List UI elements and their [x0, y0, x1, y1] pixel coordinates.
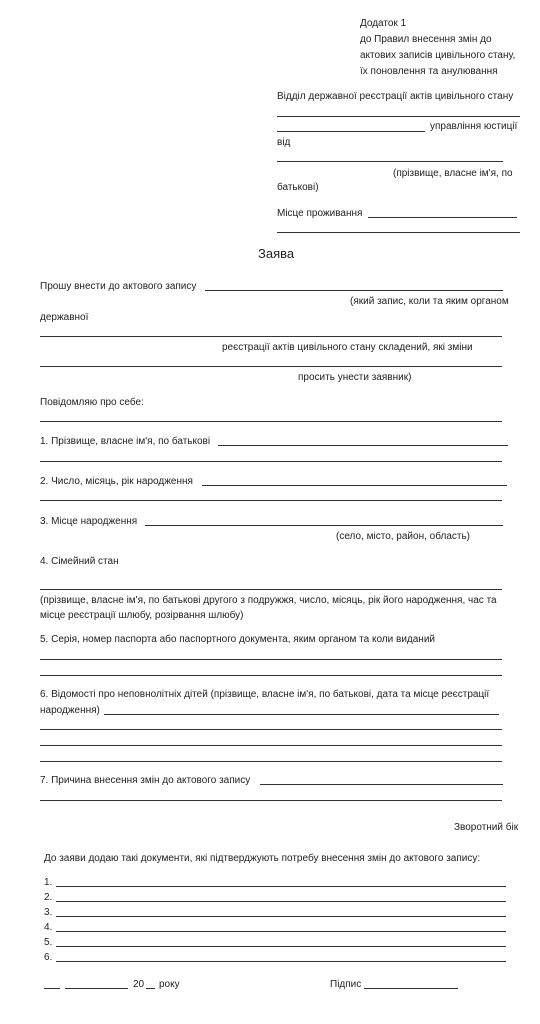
signature-label: Підпис — [330, 979, 362, 990]
attach-num-6: 6. — [44, 952, 53, 963]
residence-line-2 — [277, 232, 520, 233]
item-7-label: 7. Причина внесення змін до актового запису — [40, 775, 251, 786]
item-4-line — [40, 589, 502, 590]
item-3-hint: (село, місто, район, область) — [336, 531, 471, 542]
item-5-line-2 — [40, 675, 502, 676]
date-year-suffix: року — [159, 979, 180, 990]
item-3-label: 3. Місце народження — [40, 516, 138, 527]
attach-line-2 — [56, 901, 506, 902]
item-2-line — [202, 485, 507, 486]
attach-num-4: 4. — [44, 922, 53, 933]
residence-line — [368, 217, 517, 218]
reverse-side-label: Зворотний бік — [454, 822, 519, 833]
about-label: Повідомляю про себе: — [40, 397, 144, 408]
item-4-label: 4. Сімейний стан — [40, 556, 119, 567]
request-line-3 — [40, 366, 502, 367]
item-6-line-2 — [40, 729, 502, 730]
date-year-prefix: 20 — [133, 979, 145, 990]
addressee-dept: Відділ державної реєстрації актів цивільного стану — [277, 91, 514, 102]
request-hint-4: просить унести заявник) — [298, 372, 412, 383]
addressee-justice: управління юстиції — [430, 121, 518, 132]
item-1-line — [218, 445, 508, 446]
item-1-line-2 — [40, 461, 502, 462]
appendix-line-1: Додаток 1 — [360, 18, 407, 29]
attach-line-3 — [56, 916, 506, 917]
signature-line — [364, 988, 458, 989]
request-hint-3: реєстрації актів цивільного стану складений, які зміни — [222, 342, 473, 353]
item-5-label: 5. Серія, номер паспорта або паспортного документа, яким органом та коли виданий — [40, 634, 435, 645]
item-6-label-2: народження) — [40, 705, 100, 716]
request-hint-2: державної — [40, 312, 89, 323]
residence-label: Місце проживання — [277, 208, 363, 219]
attach-num-3: 3. — [44, 907, 53, 918]
item-7-line-1 — [260, 784, 503, 785]
attach-num-5: 5. — [44, 937, 53, 948]
addressee-line-3 — [277, 161, 503, 162]
addressee-line-1 — [277, 116, 520, 117]
item-2-line-2 — [40, 500, 502, 501]
item-2-label: 2. Число, місяць, рік народження — [40, 476, 193, 487]
item-4-hint-1: (прізвище, власне ім'я, по батькові другого з подружжя, число, місяць, рік його народження, час та — [40, 595, 497, 606]
request-hint-1: (який запис, коли та яким органом — [350, 296, 509, 307]
item-6-label-1: 6. Відомості про неповнолітніх дітей (прізвище, власне ім'я, по батькові, дата та місце реєстрації — [40, 689, 490, 700]
attach-intro: До заяви додаю такі документи, які підтверджують потребу внесення змін до актового запису: — [44, 853, 481, 864]
item-4-hint-2: місце реєстрації шлюбу, розірвання шлюбу) — [40, 610, 244, 621]
about-line — [40, 421, 502, 422]
attach-line-1 — [56, 886, 506, 887]
attach-line-6 — [56, 961, 506, 962]
name-hint-1: (прізвище, власне ім'я, по — [393, 168, 513, 179]
date-year-line — [146, 988, 155, 989]
item-6-line-3 — [40, 745, 502, 746]
addressee-line-2 — [277, 131, 425, 132]
attach-line-4 — [56, 931, 506, 932]
request-intro: Прошу внести до актового запису — [40, 281, 197, 292]
addressee-from: від — [277, 137, 291, 148]
attach-num-1: 1. — [44, 877, 53, 888]
appendix-line-3: актових записів цивільного стану, — [360, 50, 516, 61]
item-6-line-4 — [40, 761, 502, 762]
item-3-line — [145, 525, 503, 526]
date-day-line — [44, 988, 60, 989]
item-7-line-2 — [40, 800, 502, 801]
item-6-line-1 — [104, 714, 499, 715]
name-hint-2: батькові) — [277, 182, 319, 193]
attach-line-5 — [56, 946, 506, 947]
item-5-line-1 — [40, 659, 502, 660]
date-month-line — [65, 988, 128, 989]
request-line-2 — [40, 336, 502, 337]
item-1-label: 1. Прізвище, власне ім'я, по батькові — [40, 436, 211, 447]
appendix-line-4: їх поновлення та анулювання — [360, 66, 498, 77]
appendix-line-2: до Правил внесення змін до — [360, 34, 492, 45]
attach-num-2: 2. — [44, 892, 53, 903]
request-line-1 — [205, 290, 503, 291]
document-title: Заява — [258, 246, 295, 261]
